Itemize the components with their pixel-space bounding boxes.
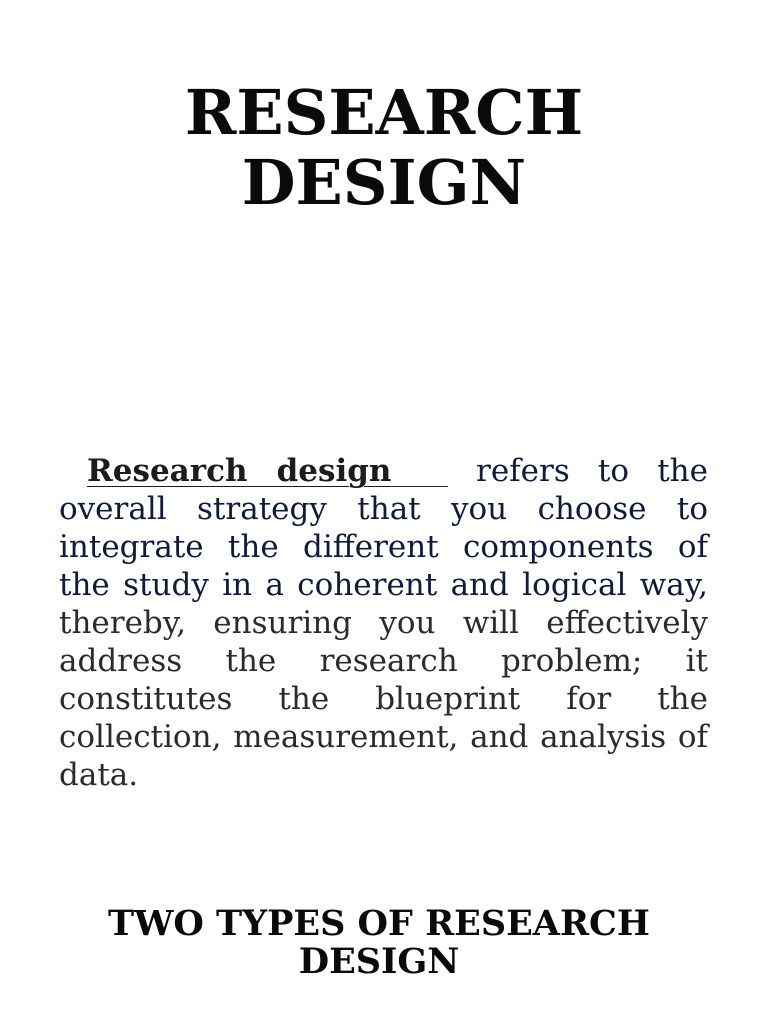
section-heading-line-1: TWO TYPES OF RESEARCH bbox=[108, 903, 650, 944]
definition-paragraph bbox=[59, 452, 708, 794]
definition-text-part-1: refers to the overall strategy that you choose to integrate the different components of the study in a coherent and logical way, bbox=[59, 453, 708, 603]
page-title-line-2: DESIGN bbox=[241, 146, 527, 219]
section-heading bbox=[0, 905, 758, 981]
page-title bbox=[0, 78, 768, 218]
term-research-design: Research design bbox=[87, 453, 392, 489]
page-title-line-1: RESEARCH bbox=[184, 76, 584, 149]
section-heading-line-2: DESIGN bbox=[298, 941, 460, 982]
underline-gap bbox=[391, 453, 447, 489]
definition-text-part-2: thereby, ensuring you will effectively address the research problem; it constitutes the blueprint for the collection, measurement, and analysis of data. bbox=[59, 605, 708, 793]
